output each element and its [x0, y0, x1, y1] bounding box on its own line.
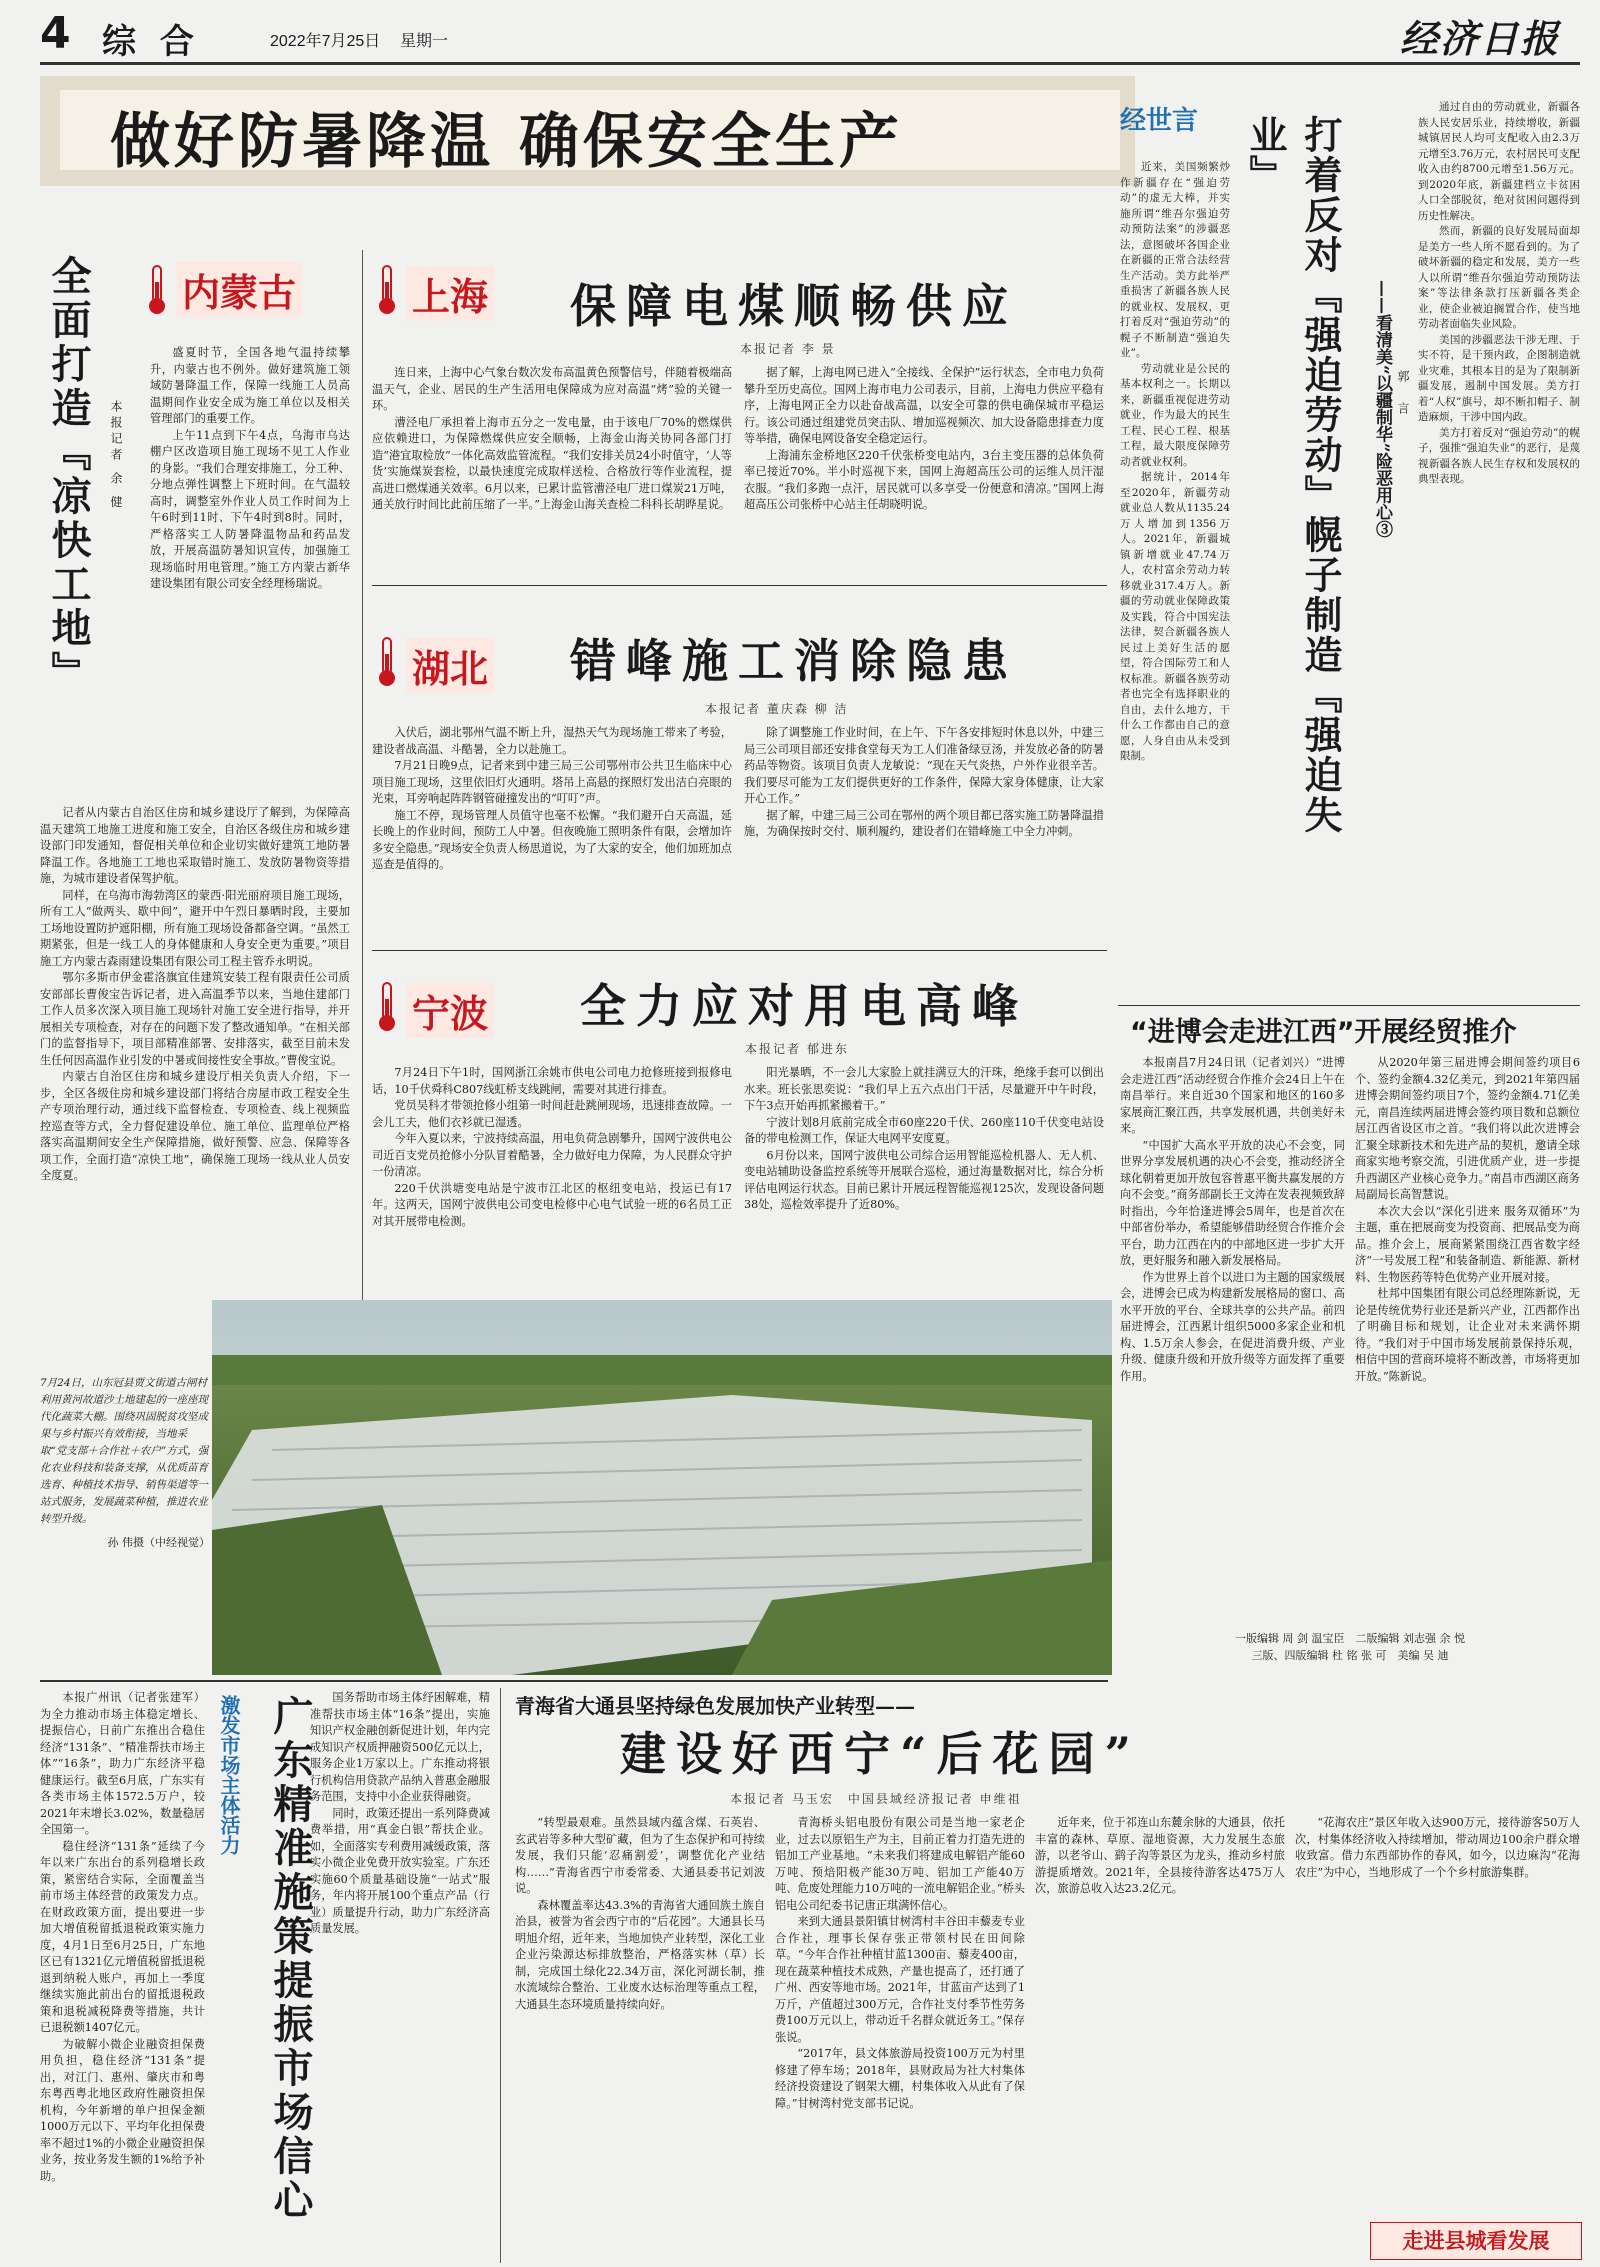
editors-box	[1120, 1630, 1580, 1664]
paper-logo: 经济日报	[1399, 16, 1560, 61]
photo-caption-block	[40, 1375, 210, 1675]
masthead	[40, 8, 1580, 60]
paragraph: 稳住经济“131条”延续了今年以来广东出台的系列稳增长政策，紧密结合实际，全面覆盖当前市场主体经营的政策发力点。在财政政策方面，提出要进一步加大增值税留抵退税政策实施力度，4月1日至6月25日，广东地区已有1321亿元增值税留抵退税退到纳税人账户，再加上一季度继续实施此前出台的留抵退税政策和退税减税降费等措施，共计已退税额1407亿元。	[40, 1839, 205, 2034]
sh-tag-label: 上海	[406, 266, 494, 321]
paragraph: 除了调整施工作业时间，在上午、下午各安排短时休息以外，中建三局三公司项目部还安排食堂每天为工人们准备绿豆汤，并发放必备的防暑药品等物资。该项目负责人龙敏说：“现在天气炎热，户外作业很辛苦。我们要尽可能为工友们提供更好的工作条件，保障大家身体健康，让大家开心工作。”	[744, 726, 1104, 805]
banner-title: 做好防暑降温 确保安全生产	[110, 107, 903, 177]
column-divider	[362, 250, 363, 1445]
issue-date: 2022年7月25日	[270, 33, 381, 50]
paragraph: 7月24日下午1时，国网浙江余姚市供电公司电力抢修班接到报修电话，10千伏舜科C807线虹桥支线跳闸，需要对其进行排查。	[372, 1066, 732, 1096]
jsy-headline: 打着反对『强迫劳动』幌子制造『强迫失业』	[1243, 115, 1343, 835]
nb-tag	[372, 975, 552, 1045]
section-rule	[1118, 1005, 1580, 1006]
gd-headline: 广东精准施策提振市场信心	[267, 1695, 314, 2223]
jsy-subhead: ——看清美“以疆制华”险恶用心③	[1372, 280, 1392, 538]
paragraph: 作为世界上首个以进口为主题的国家级展会，进博会已成为构建新发展格局的窗口、高水平开放的平台、全球共享的公共产品。前四届进博会，江西累计组织5000多家企业和机构、1.5万余人参会，在促进消费升级、产业升级、健康升级和开放升级等方面发挥了重要作用。	[1120, 1270, 1345, 1383]
qh-col-2	[775, 1815, 1025, 2260]
paragraph: 据了解，中建三局三公司在鄂州的两个项目都已落实施工防暑降温措施，为确保按时交付、顺利履约，建设者们在错峰施工中全力冲刺。	[744, 808, 1104, 838]
editors-line: 三版、四版编辑 杜 铭 张 可 美编 吴 迪	[1251, 1649, 1449, 1662]
paragraph: 本报南昌7月24日讯（记者刘兴）“进博会走进江西”活动经贸合作推介会24日上午在南昌举行。来自近30个国家和地区的160多家展商汇聚江西，共享发展机遇，共创美好未来。	[1120, 1056, 1345, 1135]
paragraph: 青海桥头铝电股份有限公司是当地一家老企业，过去以原铝生产为主，目前正着力打造先进的铝加工产业基地。“未来我们将建成电解铝产能60万吨、预焙阳极产能30万吨、铝加工产能40万吨、危废处理能力10万吨的一流电解铝企业。”桥头铝电公司纪委书记唐正琪满怀信心。	[775, 1816, 1025, 1912]
paragraph: 上海浦东金桥地区220千伏张桥变电站内，3台主变压器的总体负荷率已接近70%。半小时巡视下来，国网上海超高压公司的运维人员汗湿衣服。“我们多跑一点汗，居民就可以多享受一份便意和清凉。”国网上海超高压公司张桥中心站主任胡晓明说。	[744, 448, 1104, 511]
nmg-tag-label: 内蒙古	[176, 262, 302, 317]
hb-tag-label: 湖北	[406, 638, 494, 693]
photo-credit: 孙 伟摄（中经视觉）	[107, 1536, 210, 1549]
gd-col-2	[310, 1690, 490, 2260]
nb-col-2	[744, 1065, 1104, 1280]
qh-col-4	[1295, 1815, 1580, 2215]
paragraph: 鄂尔多斯市伊金霍洛旗宜佳建筑安装工程有限责任公司质安部部长曹俊宝告诉记者，进入高温季节以来，当地住建部门工作人员多次深入项目施工现场针对施工安全进行指导，并开展相关专项检查，对存在的问题下发了整改通知单。“在相关部门的监督指导下，项目部精准部署、安排落实，截至目前未发生任何因高温作业引发的中暑或间接性安全事故。”曹俊宝说。	[40, 971, 350, 1067]
paragraph: “2017年，县文体旅游局投资100万元为村里修建了停车场；2018年，县财政局为社大村集体经济投资建设了钢架大棚，村集体收入从此有了保障。”甘树湾村党支部书记说。	[775, 2047, 1025, 2110]
sh-col-1	[372, 365, 732, 575]
sh-col-2	[744, 365, 1104, 575]
paragraph: 据了解，上海电网已进入“全接线、全保护”运行状态，全市电力负荷攀升至历史高位。国网上海市电力公司表示，目前，上海电力供应平稳有序，上海电网正全力以赴奋战高温，以安全可靠的供电确保城市平稳运行。该公司通过组建党员突击队、增加巡视频次、加大设备隐患排查力度等举措，确保电网设备安全稳定运行。	[744, 366, 1104, 445]
paragraph: “花海农庄”景区年收入达900万元，接待游客50万人次，村集体经济收入持续增加，带动周边100余户群众增收致富。借力东西部协作的春风，如今，以边麻沟“花海农庄”为中心，当地形成了一个个乡村旅游集群。	[1295, 1816, 1580, 1879]
hb-tag	[372, 630, 552, 700]
paragraph: 入伏后，湖北鄂州气温不断上升，湿热天气为现场施工带来了考验，建设者战高温、斗酷暑，全力以赴施工。	[372, 726, 732, 756]
hb-headline: 错峰施工消除隐患	[570, 634, 1018, 688]
weekday: 星期一	[400, 33, 449, 50]
qh-col-3	[1035, 1815, 1285, 2260]
sh-tag	[372, 258, 552, 328]
paragraph: 7月21日晚9点，记者来到中建三局三公司鄂州市公共卫生临床中心项目施工现场，这里依旧灯火通明。塔吊上高悬的探照灯发出洁白亮眼的光束，耳旁响起阵阵钢管碰撞发出的“叮叮”声。	[372, 759, 732, 805]
paragraph: 国务帮助市场主体纾困解难，精准帮扶市场主体“16条”提出，实施知识产权金融创新促进计划，年内完成知识产权质押融资500亿元以上，服务企业1万家以上。广东推动将银行机构信用贷款产品纳入普惠金融服务范围，支持中小企业获得融资。	[310, 1691, 490, 1803]
jsy-col-b	[1418, 100, 1580, 1060]
paragraph: 6月份以来，国网宁波供电公司综合运用智能巡检机器人、无人机、变电站辅助设备监控系统等开展联合巡检，通过海量数据对比，综合分析评估电网运行状态。目前已累计开展远程智能巡视125次，发现设备问题38处，巡检效率提升了近80%。	[744, 1148, 1104, 1211]
paragraph: 漕泾电厂承担着上海市五分之一发电量，由于该电厂70%的燃煤供应依赖进口，为保障燃煤供应安全顺畅，上海金山海关协同各部门打造“港宜取检放”一体化高效监管流程。“我们安排关员24小时值守，‘人等货’实施煤炭套检，以最快速度完成取样送检、合格放行等作业流程，提高进口燃煤通关效率。6月以来，已累计监管漕泾电厂进口煤炭21万吨，通关放行时间比此前压缩了一半。”上海金山海关查检二科科长胡晔星说。	[372, 415, 732, 511]
nb-col-1	[372, 1065, 732, 1280]
qh-headline: 建设好西宁“后花园”	[620, 1727, 1141, 1781]
paragraph: 连日来，上海中心气象台数次发布高温黄色预警信号，伴随着极端高温天气，企业、居民的生产生活用电保障成为应对高温“烤”验的关键一环。	[372, 366, 732, 412]
section-name: 综 合	[102, 22, 200, 62]
paragraph: 通过自由的劳动就业，新疆各族人民安居乐业，持续增收，新疆城镇居民人均可支配收入由2.3万元增至3.76万元，农村居民可支配收入由约8700元增至1.56万元。到2020年底，新疆建档立卡贫困人口全部脱贫，绝对贫困问题得到历史性解决。	[1418, 101, 1580, 222]
masthead-rule	[40, 62, 1580, 65]
hb-col-2	[744, 725, 1104, 940]
paragraph: 上午11点到下午4点，乌海市乌达棚户区改造项目施工现场不见工人作业的身影。“我们合理安排施工，分工种、分地点弹性调整上下班时间。在气温较高时，调整室外作业人员工作时间为上午6时到11时、下午4时到8时。同时，严格落实工人防暑降温物品和药品发放，开展高温防暑知识宣传，加强施工现场临时用电管理。”施工方内蒙古新华建设集团有限公司安全经理杨瑞说。	[150, 428, 350, 590]
nb-author: 本报记者 郁进东	[745, 1042, 849, 1056]
paragraph: 劳动就业是公民的基本权利之一。长期以来，新疆重视促进劳动就业，作为最大的民生工程、民心工程、根基工程，最大限度保障劳动者就业权利。	[1120, 362, 1230, 468]
thermometer-icon	[376, 264, 398, 316]
nmg-author: 本报记者 余 健	[109, 400, 123, 512]
paragraph: 美方打着反对“强迫劳动”的幌子，强推“强迫失业”的恶行，是蔑视新疆各族人民生存权和发展权的典型表现。	[1418, 426, 1580, 485]
paragraph: 220千伏洪塘变电站是宁波市江北区的枢纽变电站，投运已有17年。这两天，国网宁波供电公司变电检修中心电气试验一班的6名员工正对其开展带电检测。	[372, 1181, 732, 1228]
jsy-tag-label: 经世言	[1120, 106, 1199, 136]
paragraph: 施工不停，现场管理人员值守也毫不松懈。“我们避开白天高温，延长晚上的作业时间，预防工人中暑。但夜晚施工照明条件有限，会增加许多安全隐患。”现场安全负责人杨思道说，为了大家的安全，他们加班加点巡查是值得的。	[372, 808, 732, 871]
nb-headline: 全力应对用电高峰	[580, 979, 1028, 1033]
paragraph: 本次大会以“深化引进来 服务双循环”为主题，重在把展商变为投资商、把展品变为商品。推介会上，展商紧紧围绕江西省数字经济“一号发展工程”和装备制造、新能源、新材料、生物医药等特色优势产业开展对接。	[1355, 1204, 1580, 1284]
hb-author: 本报记者 董庆森 柳 洁	[705, 702, 849, 716]
paragraph: “中国扩大高水平开放的决心不会变，同世界分享发展机遇的决心不会变，推动经济全球化朝着更加开放包容普惠平衡共赢发展的方向不会变。”商务部副长王文涛在发表视频致辞时指出，今年恰逢进博会5周年，也是首次在中部省份举办，希望能够借助经贸合作推介会平台，助力江西在内的中部地区进一步扩大开放，更好服务和融入新发展格局。	[1120, 1138, 1345, 1267]
section-rule	[40, 1680, 1108, 1682]
greenhouse-photo	[212, 1300, 1112, 1675]
jx-headline: “进博会走进江西”开展经贸推介	[1130, 1017, 1517, 1048]
gd-col-1	[40, 1690, 205, 2260]
qh-col-1	[515, 1815, 765, 2260]
nmg-headline-block	[40, 255, 110, 735]
paragraph: 杜邦中国集团有限公司总经理陈新说，无论是传统优势行业还是新兴产业，江西都作出了明确目标和规划，让企业对未来满怀期待。“我们对于中国市场发展前景保持乐观，相信中国的营商环境将不断改善，市场将更加开放。”陈新说。	[1355, 1287, 1580, 1383]
page-number: 4	[40, 8, 71, 59]
paragraph: 内蒙古自治区住房和城乡建设厅相关负责人介绍，下一步，全区各级住房和城乡建设部门将结合房屋市政工程安全生产专项治理行动，通过线下监督检查、专项检查、线上视频监控巡查等方式，全力督促建设单位、施工单位、监理单位严格落实高温期间安全生产保障措施，做好预警、应急、保障等各项工作，全面打造“凉快工地”，确保施工现场一线从业人员安全度夏。	[40, 1070, 350, 1182]
paragraph: 记者从内蒙古自治区住房和城乡建设厅了解到，为保障高温天建筑工地施工进度和施工安全，自治区各级住房和城乡建设部门印发通知，督促相关单位和企业切实做好建筑工地防暑降温工作。各地施工工地也采取错时施工、发放防暑物资等措施，为城市建设者保驾护航。	[40, 806, 350, 885]
paragraph: 同时，政策还提出一系列降费减费举措，用“真金白银”帮扶企业。如，全面落实专利费用减缓政策，落实小微企业免费开放实验室。广东还实施60个质量基础设施“一站式”服务，年内将开展100个重点产品（行业）质量提升行动，助力广东经济高质量发展。	[310, 1806, 490, 1935]
jsy-tag	[1120, 100, 1230, 160]
thermometer-icon	[376, 636, 398, 688]
paragraph: 然而，新疆的良好发展局面却是美方一些人所不愿看到的。为了破坏新疆的稳定和发展，美方一些人以所谓“维吾尔强迫劳动预防法案”等法律条款打压新疆各类企业，使企业被迫搁置合作，使当地劳动者面临失业风险。	[1418, 225, 1580, 330]
editors-line: 一版编辑 周 剑 温宝臣 二版编辑 刘志强 余 悦	[1235, 1632, 1465, 1645]
jx-col-1	[1120, 1055, 1345, 1565]
section-rule	[372, 585, 1107, 586]
paragraph: 从2020年第三届进博会期间签约项目6个、签约金额4.32亿美元，到2021年第四届进博会期间签约项目7个，签约金额4.71亿美元，南昌连续两届进博会签约项目数和总额位居江西省设区市之首。“我们将以此次进博会汇聚全球新技术和先进产品的契机，邀请全球商家实地考察交流，引进优质产业，进一步提升西湖区产业核心竞争力。”南昌市西湖区商务局副局长高智慧说。	[1355, 1056, 1580, 1201]
paragraph: 今年入夏以来，宁波持续高温，用电负荷急剧攀升，国网宁波供电公司近百支党员抢修小分队冒着酷暑，全力做好电力保障，为人民群众守护一份清凉。	[372, 1132, 732, 1178]
footer-tag-box	[1370, 2222, 1582, 2260]
gd-tag: 激发市场主体活力	[217, 1695, 241, 1855]
paragraph: 为破解小微企业融资担保费用负担，稳住经济“131条”提出，对江门、惠州、肇庆市和粤东粤西粤北地区政府性融资担保机构，今年新增的单户担保金额1000万元以下、平均年化担保费率不超过1%的小微企业融资担保业务，按业务发生额的1%给予补助。	[40, 2037, 205, 2183]
paragraph: 据统计，2014年至2020年，新疆劳动就业总人数从1135.24万人增加到1356万人。2021年，新疆城镇新增就业47.74万人，农村富余劳动力转移就业317.4万人。新疆的劳动就业保障政策及实践，符合中国宪法法律，契合新疆各族人民过上美好生活的愿望，符合国际劳工和人权标准。新疆各族劳动者也完全有选择职业的自由，去什么地方，干什么工作都由自己的意愿，人身自由从未受到限制。	[1120, 471, 1230, 762]
paragraph: 党员吴科才带领抢修小组第一时间赶赴跳闸现场，迅速排查故障。一会儿工夫，他们衣衫就已湿透。	[372, 1099, 732, 1129]
paragraph: 阳光暴晒，不一会儿大家脸上就挂满豆大的汗珠，绝缘手套可以倒出水来。班长张思奕说：“我们早上五六点出门干活，尽量避开中午时段，下午3点开始再抓紧搬着干。”	[744, 1066, 1104, 1112]
paragraph: 盛夏时节，全国各地气温持续攀升，内蒙古也不例外。做好建筑施工领域防暑降温工作，保障一线施工人员高温期间作业安全成为施工单位以及相关管理部门的重要工作。	[150, 346, 350, 425]
sh-author: 本报记者 李 景	[740, 342, 836, 356]
jsy-author: 郭 言	[1396, 370, 1410, 422]
paragraph: 近年来，位于祁连山东麓余脉的大通县，依托丰富的森林、草原、湿地资源，大力发展生态旅游，以老爷山、鹞子沟等景区为龙头，推动乡村旅游提质增效。2021年，全县接待游客达475万人次，旅游总收入达23.2亿元。	[1035, 1816, 1285, 1895]
jsy-col-a	[1120, 160, 1230, 960]
photo-caption: 7月24日，山东冠县贾文街道古闸村利用黄河故道沙土地建起的一座座现代化蔬菜大棚。围绕巩固脱贫攻坚成果与乡村振兴有效衔接，当地采取“党支部＋合作社＋农户”方式，强化农业科技和装备支撑，从优质苗育选育、种植技术指导、销售渠道等一站式服务，发展蔬菜种植，推进农业转型升级。	[40, 1377, 209, 1525]
section-rule	[372, 950, 1107, 951]
greenhouse-photo-image	[212, 1300, 1112, 1675]
jx-col-2	[1355, 1055, 1580, 1565]
jsy-headline-block	[1238, 115, 1368, 885]
paragraph: 森林覆盖率达43.3%的青海省大通回族土族自治县，被誉为省会西宁市的“后花园”。大通县长马明旭介绍，近年来，当地加快产业转型，深化工业企业污染源达标排放整治，严格落实林（草）长制，完成国土绿化22.34万亩，深化河湖长制，推水流域综合整治、工业废水达标治理等重点工程，大通县生态环境质量持续向好。	[515, 1898, 765, 2011]
banner	[40, 76, 1135, 186]
thermometer-icon	[376, 981, 398, 1033]
paragraph: 来到大通县景阳镇甘树湾村丰谷田丰藜麦专业合作社，理事长保存张正带领村民在田间除草。“今年合作社种植甘蓝1300亩、藜麦400亩，现在蔬菜种植技术成熟，产量也提高了，还打通了广州、西安等地市场。2021年，甘蓝亩产达到了1万斤，产值超过300万元，合作社支付季节性劳务费100万元以上，带动近千名群众就近务工。”保存张说。	[775, 1915, 1025, 2044]
hb-col-1	[372, 725, 732, 940]
qh-kicker: 青海省大通县坚持绿色发展加快产业转型——	[515, 1694, 915, 1718]
paragraph: 宁波计划8月底前完成全市60座220千伏、260座110千伏变电站设备的带电检测工作，保证大电网平安度夏。	[744, 1115, 1104, 1145]
thermometer-icon	[146, 264, 168, 316]
column-divider	[500, 1688, 501, 2263]
paragraph: “转型最艰难。虽然县域内蕴含煤、石英岩、玄武岩等多种大型矿藏，但为了生态保护和可持续发展，我们只能‘忍痛割爱’，调整优化产业结构……”青海省西宁市委常委、大通县委书记刘波说。	[515, 1816, 765, 1895]
sh-headline: 保障电煤顺畅供应	[570, 279, 1018, 333]
nmg-headline: 全面打造『凉快工地』	[45, 255, 92, 695]
paragraph: 美国的涉疆恶法干涉无理、于实不符，是干预内政，企图制造就业灾难，其根本目的是为了限制新疆发展，遏制中国发展。美方打着“人权”旗号，却不断扣帽子、制造麻烦，干涉中国内政。	[1418, 333, 1580, 423]
paragraph: 近来，美国频繁炒作新疆存在“强迫劳动”的虚无大棒，并实施所谓“维吾尔强迫劳动预防法案”的涉疆恶法，意图破坏各国企业在新疆的正常合法经营生产活动。美方此举严重损害了新疆各族人民的就业权、发展权，更打着反对“强迫劳动”的幌子不断制造“强迫失业”。	[1120, 161, 1230, 359]
nmg-lead-column	[150, 345, 350, 805]
paragraph: 同样，在乌海市海勃湾区的蒙西·阳光丽府项目施工现场，所有工人“做两头、歇中间”，避开中午烈日暴晒时段，主要加工场地设置防护遮阳棚，所有施工现场设备都备空调。“虽然工期紧张，但是一线工人的身体健康和人身安全更为重要。”项目施工方内蒙古森雨建设集团有限公司工程主管乔永明说。	[40, 888, 350, 968]
footer-tag: 走进县城看发展	[1402, 2229, 1550, 2253]
nmg-tag	[140, 262, 340, 322]
qh-author: 本报记者 马玉宏 中国县域经济报记者 申维祖	[730, 1792, 1022, 1806]
paragraph: 本报广州讯（记者张建军）为全力推动市场主体稳定增长、提振信心，日前广东推出合稳住经济“131条”、“精准帮扶市场主体”“16条”，助力广东经济平稳健康运行。截至6月底，广东实有各类市场主体1572.5万户，较2021年末增长3.02%，数量稳居全国第一。	[40, 1691, 205, 1836]
nb-tag-label: 宁波	[406, 983, 494, 1038]
